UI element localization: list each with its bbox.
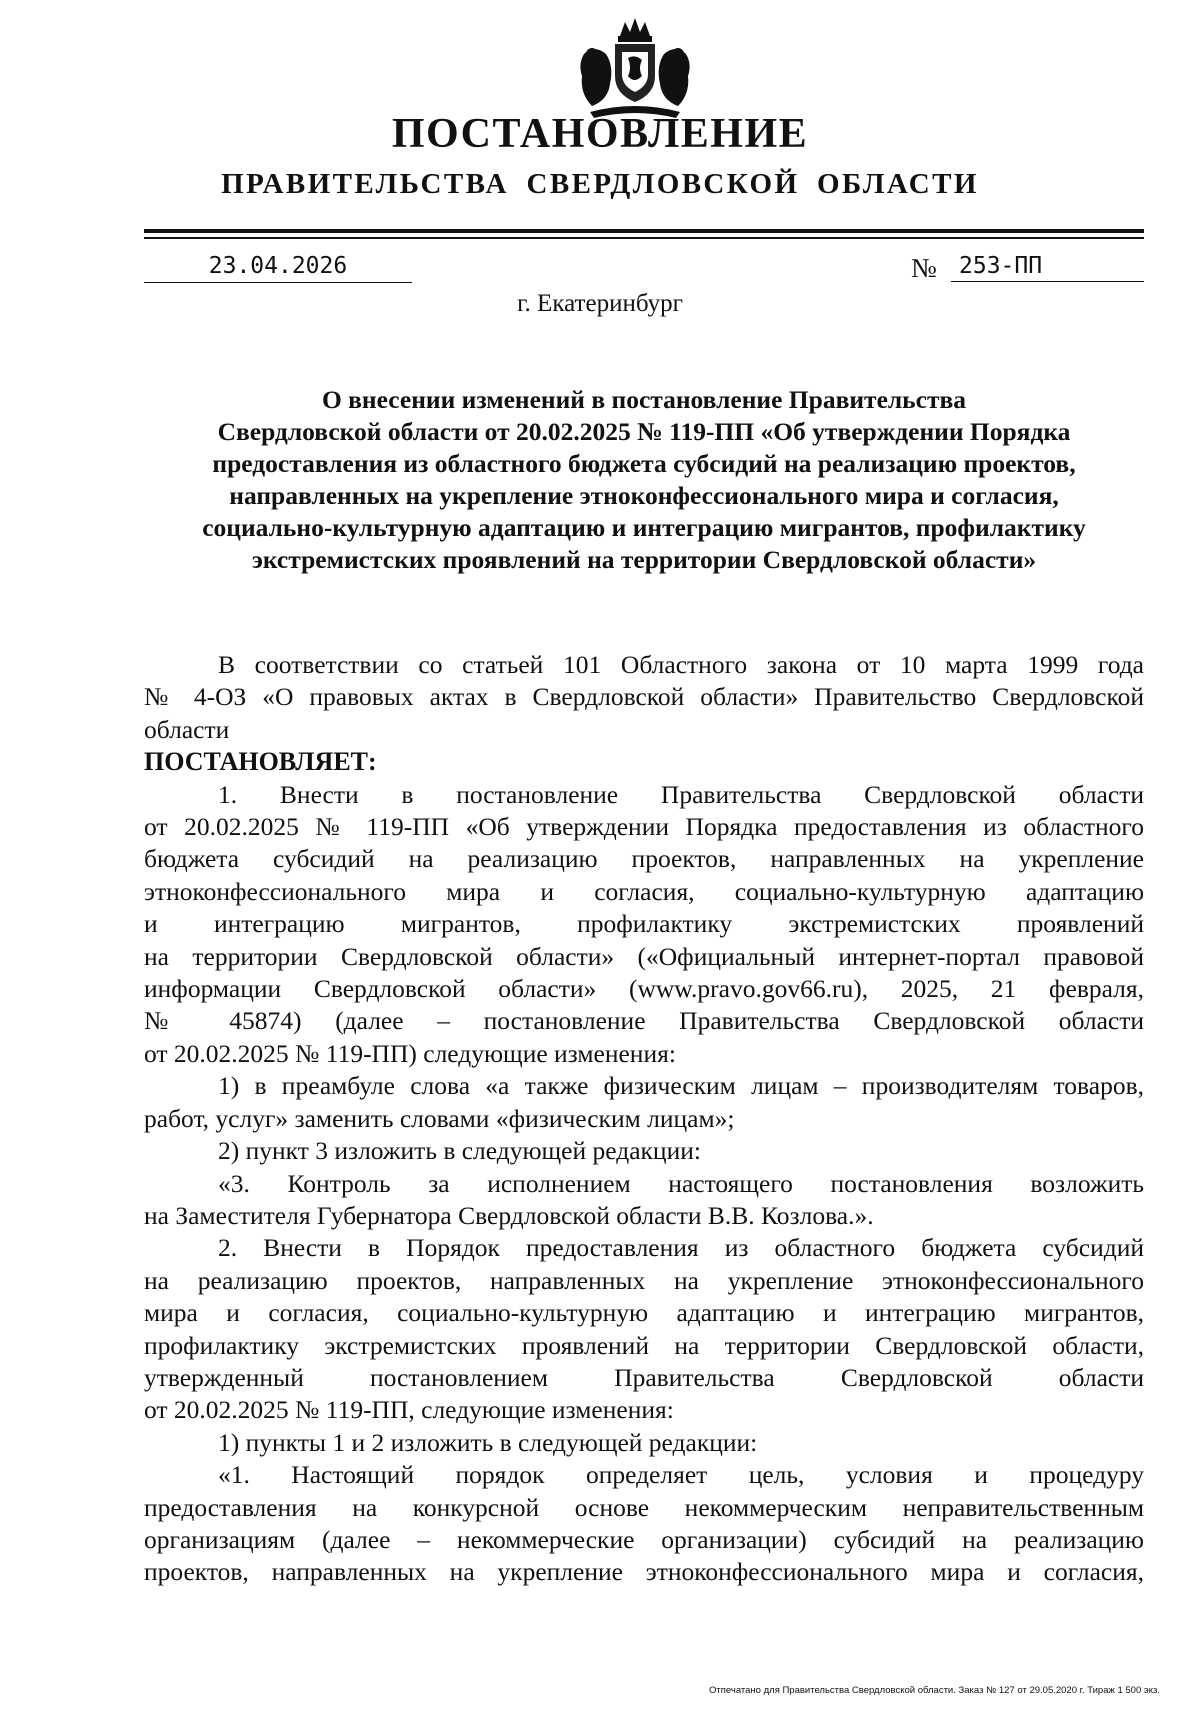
- body-line: от 20.02.2025 № 119-ПП «Об утверждении Порядка предоставления из областного: [144, 812, 1144, 842]
- resolution-word: ПОСТАНОВЛЯЕТ:: [144, 747, 377, 777]
- body-line: утвержденный постановлением Правительства Свердловской области: [144, 1362, 1144, 1392]
- document-number: 253-ПП: [951, 250, 1144, 282]
- body-line: 2. Внести в Порядок предоставления из областного бюджета субсидий: [218, 1233, 1144, 1263]
- body-line: «3. Контроль за исполнением настоящего постановления возложить: [218, 1168, 1144, 1198]
- body-line: этноконфессионального мира и согласия, социально-культурную адаптацию: [144, 876, 1144, 906]
- body-line: бюджета субсидий на реализацию проектов, направленных на укрепление: [144, 844, 1144, 874]
- heading-line: предоставления из областного бюджета субсидий на реализацию проектов,: [212, 449, 1076, 478]
- heading-line: Свердловской области от 20.02.2025 № 119-ПП «Об утверждении Порядка: [217, 417, 1071, 446]
- body-line: № 45874) (далее – постановление Правительства Свердловской области: [144, 1006, 1144, 1036]
- issuer-title: ПРАВИТЕЛЬСТВА СВЕРДЛОВСКОЙ ОБЛАСТИ: [221, 168, 979, 200]
- document-date: 23.04.2026: [144, 250, 412, 283]
- issue-city: г. Екатеринбург: [517, 290, 683, 317]
- document-body: [144, 649, 1144, 1589]
- body-line: от 20.02.2025 № 119-ПП) следующие изменения:: [144, 1038, 676, 1068]
- body-line: № 4-ОЗ «О правовых актах в Свердловской области» Правительство Свердловской: [144, 682, 1144, 712]
- body-line: 1) пункты 1 и 2 изложить в следующей редакции:: [218, 1427, 758, 1457]
- coat-of-arms-icon: [570, 14, 700, 122]
- body-line: В соответствии со статьей 101 Областного закона от 10 марта 1999 года: [218, 650, 1144, 679]
- body-line: информации Свердловской области» (www.pravo.gov66.ru), 2025, 21 февраля,: [144, 974, 1144, 1004]
- body-line: 1. Внести в постановление Правительства Свердловской области: [218, 779, 1144, 809]
- body-line: проектов, направленных на укрепление этноконфессионального мира и согласия,: [144, 1557, 1144, 1587]
- body-line: и интеграцию мигрантов, профилактику экстремистских проявлений: [144, 909, 1144, 939]
- body-line: 1) в преамбуле слова «а также физическим лицам – производителям товаров,: [218, 1071, 1144, 1101]
- heading-line: О внесении изменений в постановление Правительства: [321, 385, 967, 414]
- body-line: от 20.02.2025 № 119-ПП, следующие изменения:: [144, 1395, 674, 1425]
- document-type-title: ПОСТАНОВЛЕНИЕ: [391, 111, 809, 157]
- heading-line: направленных на укрепление этноконфессионального мира и согласия,: [229, 481, 1059, 510]
- print-footer: Отпечатано для Правительства Свердловской области. Заказ № 127 от 29.05.2020 г. Тираж 1 500 экз.: [709, 1685, 1160, 1696]
- body-line: профилактику экстремистских проявлений на территории Свердловской области,: [144, 1330, 1144, 1360]
- body-line: мира и согласия, социально-культурную адаптацию и интеграцию мигрантов,: [144, 1298, 1144, 1328]
- body-line: на реализацию проектов, направленных на укрепление этноконфессионального: [144, 1265, 1144, 1295]
- body-line: «1. Настоящий порядок определяет цель, условия и процедуру: [218, 1460, 1144, 1490]
- body-line: 2) пункт 3 изложить в следующей редакции:: [218, 1136, 701, 1166]
- body-line: организациям (далее – некоммерческие организации) субсидий на реализацию: [144, 1524, 1144, 1554]
- body-line: на Заместителя Губернатора Свердловской области В.В. Козлова.».: [144, 1200, 874, 1230]
- header-rule-thick: [144, 229, 1144, 233]
- body-line: на территории Свердловской области» («Официальный интернет-портал правовой: [144, 941, 1144, 971]
- body-line: области: [144, 714, 230, 744]
- heading-line: социально-культурную адаптацию и интеграцию мигрантов, профилактику: [202, 513, 1086, 542]
- number-label: №: [911, 253, 937, 283]
- body-line: предоставления на конкурсной основе некоммерческим неправительственным: [144, 1492, 1144, 1522]
- document-heading: [144, 384, 1144, 576]
- body-line: работ, услуг» заменить словами «физическим лицам»;: [144, 1103, 735, 1133]
- header-rule-thin: [144, 237, 1144, 239]
- heading-line: экстремистских проявлений на территории Свердловской области»: [251, 545, 1037, 574]
